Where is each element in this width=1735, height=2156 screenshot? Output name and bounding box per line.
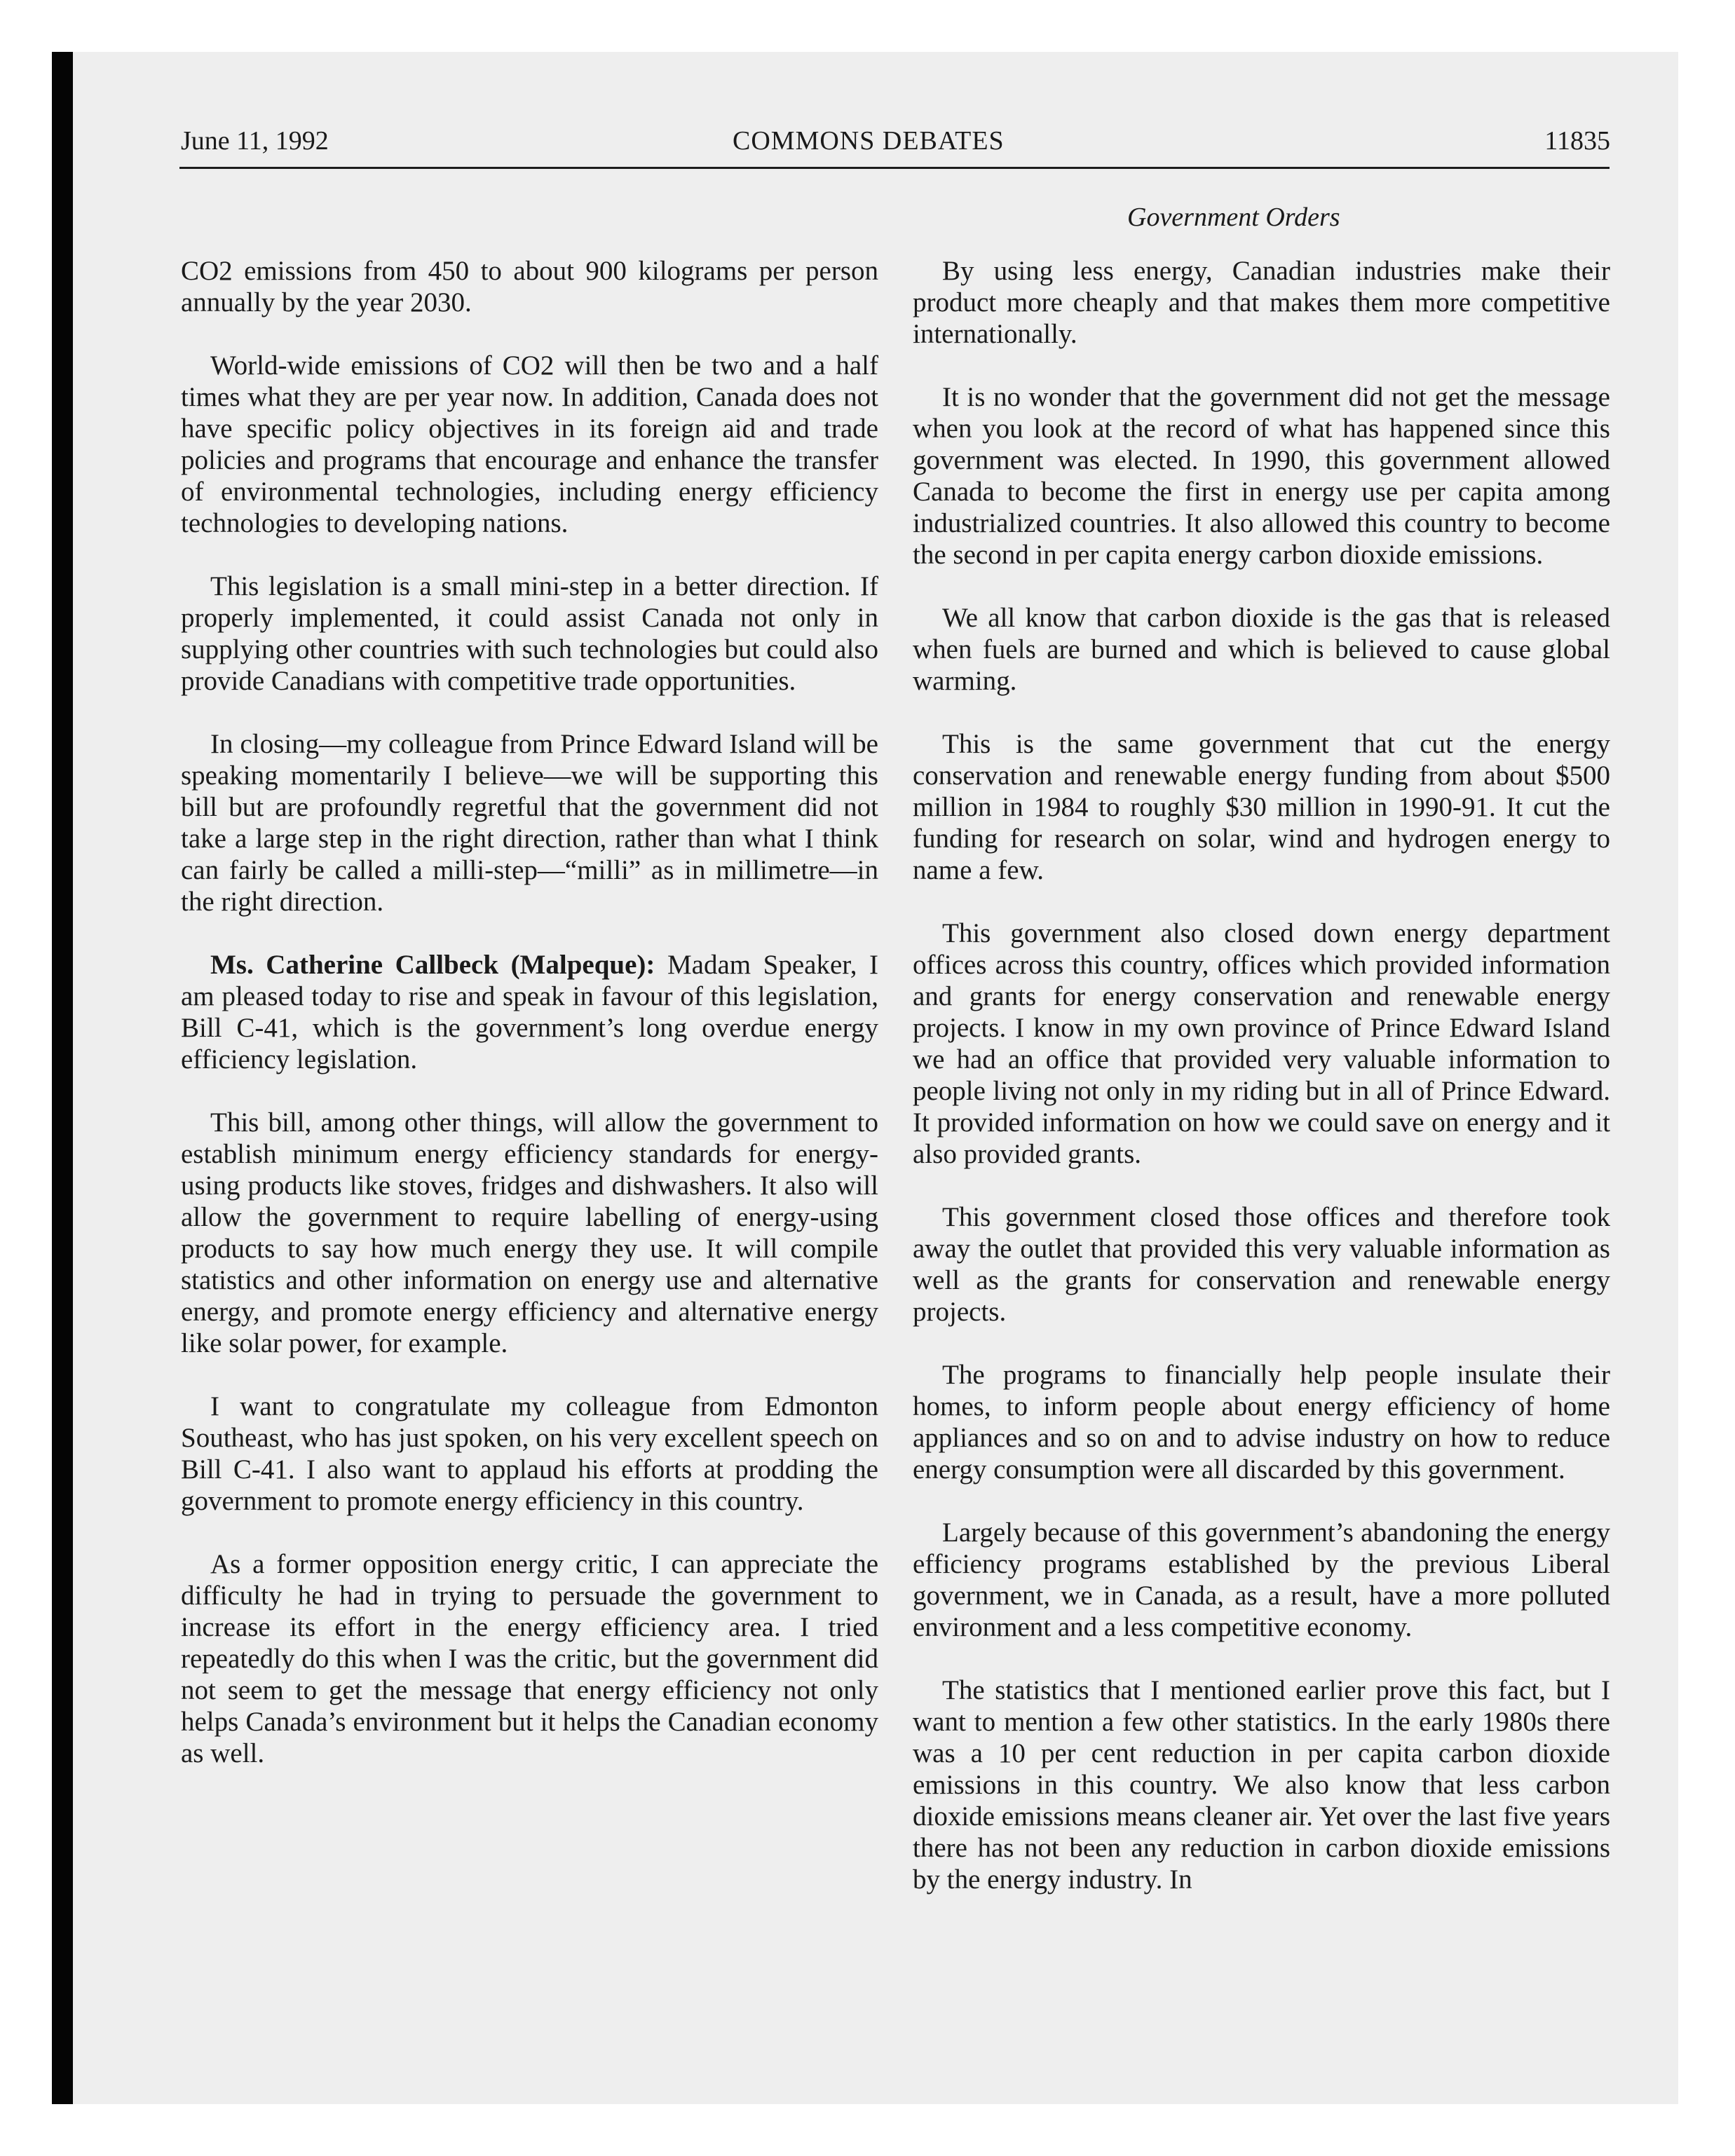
paragraph: I want to congratulate my colleague from Edmonton Southeast, who has just spoken, on his very excellent speech on Bill C-41. I also want to applaud his efforts at prodding the government to promote energy efficiency in this country. xyxy=(181,1391,878,1516)
binding-shadow xyxy=(52,52,73,2104)
paragraph: This government closed those offices and therefore took away the outlet that provided this very valuable information as well as the grants for conservation and renewable energy projects. xyxy=(913,1202,1610,1327)
header-rule xyxy=(179,167,1610,169)
paragraph: CO2 emissions from 450 to about 900 kilograms per person annually by the year 2030. xyxy=(181,256,878,318)
paragraph: This bill, among other things, will allow the government to establish minimum energy efficiency standards for energy-using products like stoves, fridges and dishwashers. It also will allow the government to require labelling of energy-using products to say how much energy they use. It will compile statistics and other information on energy use and alternative energy, and promote energy efficiency and alternative energy like solar power, for example. xyxy=(181,1107,878,1358)
paragraph: It is no wonder that the government did not get the message when you look at the record of what has happened since this government was elected. In 1990, this government allowed Canada to become the first in energy use per capita among industrialized countries. It also allowed this country to become the second in per capita energy carbon dioxide emissions. xyxy=(913,382,1610,570)
paragraph: As a former opposition energy critic, I can appreciate the difficulty he had in trying to persuade the government to increase its effort in the energy efficiency area. I tried repeatedly do this when I was the critic, but the government did not seem to get the message that energy efficiency not only helps Canada’s environment but it helps the Canadian economy as well. xyxy=(181,1549,878,1768)
paragraph: World-wide emissions of CO2 will then be two and a half times what they are per year now. In addition, Canada does not have specific policy objectives in its foreign aid and trade policies and programs that encourage and enhance the transfer of environmental technologies, including energy efficiency technologies to developing nations. xyxy=(181,350,878,538)
right-column xyxy=(913,255,1610,1927)
header-date: June 11, 1992 xyxy=(181,126,329,156)
header-title: COMMONS DEBATES xyxy=(733,126,1005,156)
speaker-name: Ms. Catherine Callbeck (Malpeque): xyxy=(210,950,655,980)
paragraph: By using less energy, Canadian industries make their product more cheaply and that makes them more competitive internationally. xyxy=(913,256,1610,349)
speaker-paragraph xyxy=(181,949,878,1075)
paragraph: This legislation is a small mini-step in a better direction. If properly implemented, it could assist Canada not only in supplying other countries with such technologies but could also provide Canadians with competitive trade opportunities. xyxy=(181,571,878,696)
left-column xyxy=(181,255,878,1801)
paragraph: This government also closed down energy department offices across this country, offices which provided information and grants for energy conservation and renewable energy projects. I know in my own province of Prince Edward Island we had an office that provided very valuable information to people living not only in my riding but in all of Prince Edward. It provided information on how we could save on energy and it also provided grants. xyxy=(913,918,1610,1169)
paragraph: The statistics that I mentioned earlier prove this fact, but I want to mention a few other statistics. In the early 1980s there was a 10 per cent reduction in per capita carbon dioxide emissions in this country. We also know that less carbon dioxide emissions means cleaner air. Yet over the last five years there has not been any reduction in carbon dioxide emissions by the energy industry. In xyxy=(913,1675,1610,1895)
running-head: Government Orders xyxy=(1127,203,1340,232)
paragraph: This is the same government that cut the energy conservation and renewable energy funding from about $500 million in 1984 to roughly $30 million in 1990-91. It cut the funding for research on solar, wind and hydrogen energy to name a few. xyxy=(913,729,1610,885)
paragraph: Largely because of this government’s abandoning the energy efficiency programs established by the previous Liberal government, we in Canada, as a result, have a more polluted environment and a less competitive economy. xyxy=(913,1517,1610,1642)
paragraph: The programs to financially help people insulate their homes, to inform people about energy efficiency of home appliances and so on and to advise industry on how to reduce energy consumption were all discarded by this government. xyxy=(913,1360,1610,1485)
paragraph: In closing—my colleague from Prince Edward Island will be speaking momentarily I believe—we will be supporting this bill but are profoundly regretful that the government did not take a large step in the right direction, rather than what I think can fairly be called a milli-step—“milli” as in millimetre—in the right direction. xyxy=(181,729,878,917)
paragraph: We all know that carbon dioxide is the gas that is released when fuels are burned and which is believed to cause global warming. xyxy=(913,603,1610,696)
speaker-text: Madam Speaker, I am pleased today to rise and speak in favour of this legislation, Bill C-41, which is the government’s long overdue energy efficiency legislation. xyxy=(181,950,879,1074)
header-page-number: 11835 xyxy=(1544,126,1610,156)
